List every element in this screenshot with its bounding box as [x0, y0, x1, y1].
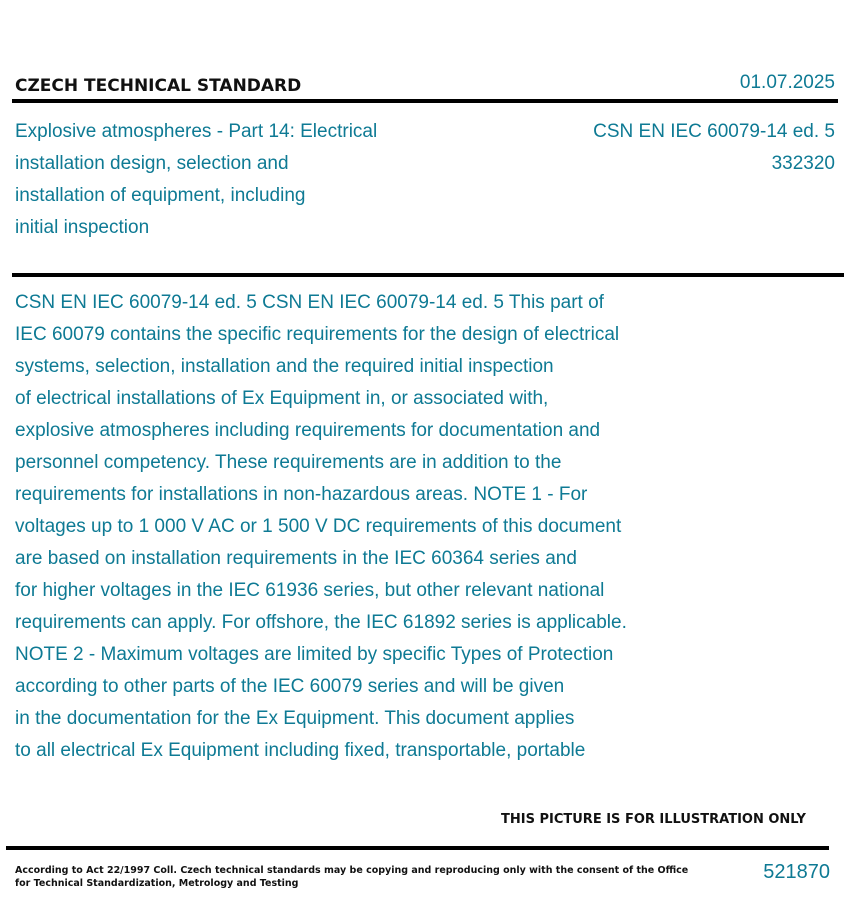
publication-date: 01.07.2025 [739, 72, 835, 93]
copyright-line: According to Act 22/1997 Coll. Czech technical standards may be copying and reproducing only with the consent of the Office [15, 865, 689, 876]
footer-divider [6, 846, 829, 850]
abstract-line: explosive atmospheres including requirements for documentation and [15, 420, 601, 441]
document-type-heading: CZECH TECHNICAL STANDARD [15, 76, 302, 96]
standard-code: CSN EN IEC 60079-14 ed. 5 [593, 121, 835, 142]
header-divider [12, 99, 838, 103]
standard-title-line: Explosive atmospheres - Part 14: Electrical [15, 121, 378, 142]
abstract-line: of electrical installations of Ex Equipment in, or associated with, [15, 388, 549, 409]
standard-title-line: installation design, selection and [15, 153, 289, 174]
abstract-line: NOTE 2 - Maximum voltages are limited by specific Types of Protection [15, 644, 614, 665]
copyright-line: for Technical Standardization, Metrology and Testing [15, 878, 299, 889]
standard-title-line: initial inspection [15, 217, 150, 238]
abstract-line: voltages up to 1 000 V AC or 1 500 V DC requirements of this document [15, 516, 622, 537]
abstract-line: requirements can apply. For offshore, the IEC 61892 series is applicable. [15, 612, 627, 633]
abstract-line: CSN EN IEC 60079-14 ed. 5 CSN EN IEC 60079-14 ed. 5 This part of [15, 292, 604, 313]
abstract-text [15, 287, 735, 767]
abstract-line: requirements for installations in non-hazardous areas. NOTE 1 - For [15, 484, 588, 505]
standard-number: 332320 [771, 153, 835, 174]
standard-title [15, 116, 455, 244]
copyright-notice [15, 864, 688, 890]
abstract-line: systems, selection, installation and the required initial inspection [15, 356, 554, 377]
title-divider [12, 273, 844, 277]
abstract-line: to all electrical Ex Equipment including fixed, transportable, portable [15, 740, 586, 761]
catalog-number: 521870 [763, 861, 830, 883]
illustration-disclaimer: THIS PICTURE IS FOR ILLUSTRATION ONLY [501, 812, 806, 827]
abstract-line: are based on installation requirements in the IEC 60364 series and [15, 548, 577, 569]
abstract-line: according to other parts of the IEC 60079 series and will be given [15, 676, 565, 697]
abstract-line: for higher voltages in the IEC 61936 series, but other relevant national [15, 580, 605, 601]
standard-identifier [593, 116, 835, 180]
abstract-line: in the documentation for the Ex Equipment. This document applies [15, 708, 575, 729]
abstract-line: personnel competency. These requirements are in addition to the [15, 452, 562, 473]
standard-title-line: installation of equipment, including [15, 185, 306, 206]
abstract-line: IEC 60079 contains the specific requirements for the design of electrical [15, 324, 620, 345]
